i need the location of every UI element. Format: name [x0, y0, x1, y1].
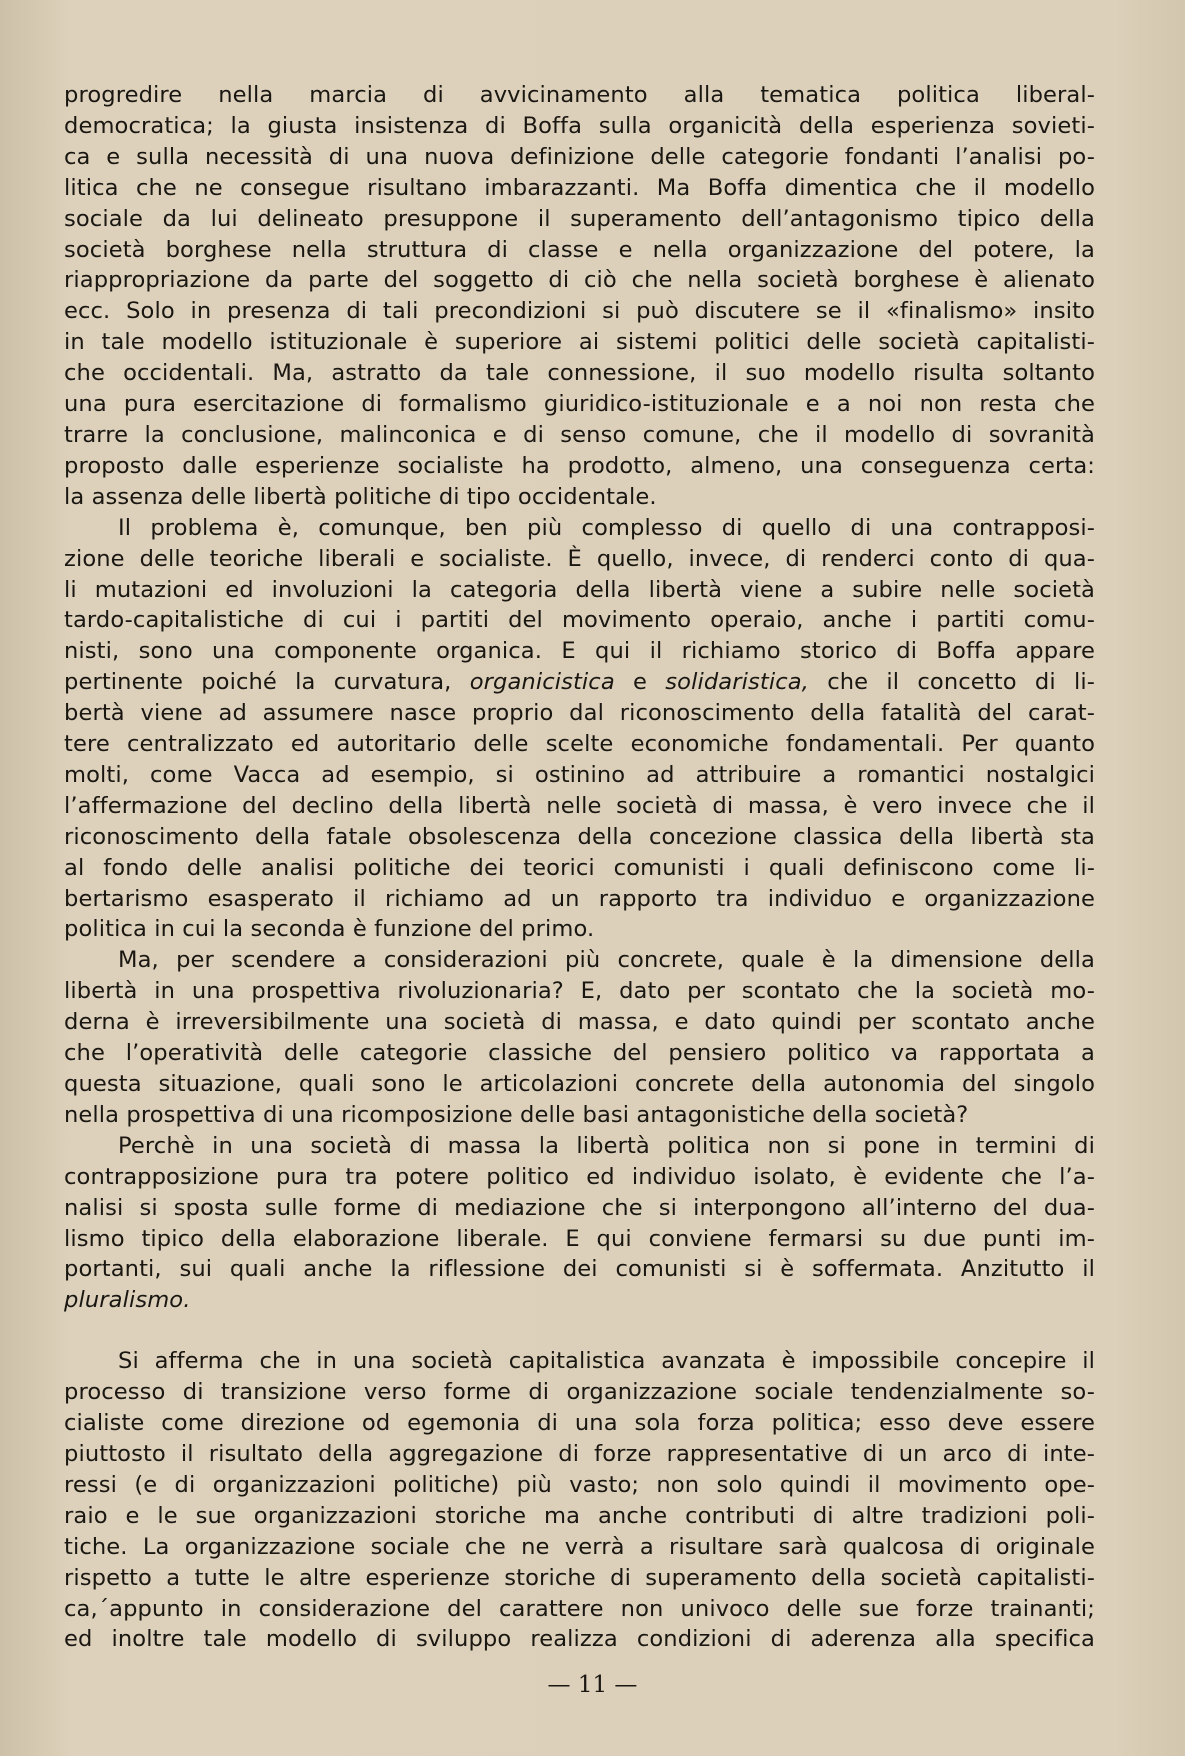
- text-line: progredire nella marcia di avvicinamento alla tematica politica liberal-: [64, 82, 1095, 108]
- text-line: bertarismo esasperato il richiamo ad un rapporto tra individuo e organizzazione: [64, 885, 1095, 912]
- text-line: ca e sulla necessità di una nuova definizione delle categorie fondanti l’analisi po-: [64, 143, 1095, 170]
- text-line: raio e le sue organizzazioni storiche ma anche contributi di altre tradizioni poli-: [64, 1502, 1095, 1529]
- text-line: cialiste come direzione od egemonia di una sola forza politica; esso deve essere: [64, 1410, 1095, 1437]
- text-line: che occidentali. Ma, astratto da tale connessione, il suo modello risulta soltanto: [64, 360, 1095, 387]
- italic-term: organicistica: [469, 669, 615, 696]
- text-line: ecc. Solo in presenza di tali precondizioni si può discutere se il «finalismo» insito: [64, 298, 1095, 325]
- text-line: una pura esercitazione di formalismo giuridico-istituzionale e a noi non resta che: [64, 391, 1095, 418]
- text-fragment: che il concetto di li-: [827, 669, 1095, 696]
- text-fragment: pertinente poiché la curvatura,: [64, 669, 452, 696]
- text-line: bertà viene ad assumere nasce proprio dal riconoscimento della fatalità del carat-: [64, 700, 1095, 727]
- text-line: in tale modello istituzionale è superiore ai sistemi politici delle società capitalisti-: [64, 329, 1095, 356]
- text-line: processo di transizione verso forme di organizzazione sociale tendenzialmente so-: [64, 1379, 1095, 1406]
- text-line: riconoscimento della fatale obsolescenza della concezione classica della libertà sta: [64, 823, 1095, 850]
- text-line: tardo-capitalistiche di cui i partiti del movimento operaio, anche i partiti comu-: [64, 607, 1095, 634]
- italic-term: pluralismo.: [64, 1287, 191, 1314]
- text-line: che l’operatività delle categorie classiche del pensiero politico va rapportata a: [64, 1040, 1095, 1067]
- text-line: contrapposizione pura tra potere politico ed individuo isolato, è evidente che l’a-: [64, 1163, 1095, 1190]
- text-line: nella prospettiva di una ricomposizione delle basi antagonistiche della società?: [64, 1101, 969, 1128]
- text-line: questa situazione, quali sono le articolazioni concrete della autonomia del singolo: [64, 1071, 1095, 1097]
- text-line: litica che ne consegue risultano imbarazzanti. Ma Boffa dimentica che il modello: [64, 174, 1095, 201]
- body-text: [64, 80, 1095, 1655]
- text-line: tiche. La organizzazione sociale che ne verrà a risultare sarà qualcosa di originale: [64, 1533, 1095, 1560]
- page-number: — 11 —: [547, 1672, 638, 1698]
- text-line: sociale da lui delineato presuppone il superamento dell’antagonismo tipico della: [64, 205, 1095, 232]
- text-line: la assenza delle libertà politiche di tipo occidentale.: [64, 483, 657, 510]
- paragraph-1: [64, 80, 1095, 513]
- text-line: portanti, sui quali anche la riflessione dei comunisti si è soffermata. Anzitutto il: [64, 1256, 1095, 1283]
- text-line: riappropriazione da parte del soggetto di ciò che nella società borghese è alienato: [64, 267, 1095, 294]
- text-line: Il problema è, comunque, ben più complesso di quello di una contrapposi-: [118, 514, 1095, 541]
- paragraph-5: [64, 1346, 1095, 1655]
- text-line: Ma, per scendere a considerazioni più concrete, quale è la dimensione della: [118, 947, 1095, 974]
- text-line: nalisi si sposta sulle forme di mediazione che si interpongono all’interno del dua-: [64, 1194, 1095, 1221]
- text-line: ca,´appunto in considerazione del carattere non univoco delle sue forze trainanti;: [64, 1595, 1095, 1622]
- text-line: società borghese nella struttura di classe e nella organizzazione del potere, la: [64, 236, 1095, 263]
- text-line: zione delle teoriche liberali e socialiste. È quello, invece, di renderci conto di qua-: [64, 545, 1095, 572]
- text-line: tere centralizzato ed autoritario delle scelte economiche fondamentali. Per quanto: [64, 731, 1095, 758]
- text-line-mixed: [64, 667, 1095, 698]
- text-line: Si afferma che in una società capitalistica avanzata è impossibile concepire il: [118, 1348, 1095, 1375]
- text-line: ed inoltre tale modello di sviluppo realizza condizioni di aderenza alla specifica: [64, 1626, 1095, 1653]
- text-line: democratica; la giusta insistenza di Boffa sulla organicità della esperienza sovieti-: [64, 112, 1095, 139]
- paragraph-4: [64, 1131, 1095, 1316]
- paragraph-2: [64, 513, 1095, 946]
- text-line: piuttosto il risultato della aggregazione di forze rappresentative di un arco di inte-: [64, 1440, 1095, 1467]
- text-line: trarre la conclusione, malinconica e di senso comune, che il modello di sovranità: [64, 421, 1095, 448]
- text-line: proposto dalle esperienze socialiste ha prodotto, almeno, una conseguenza certa:: [64, 452, 1095, 479]
- text-line: nisti, sono una componente organica. E qui il richiamo storico di Boffa appare: [64, 638, 1095, 665]
- text-line: rispetto a tutte le altre esperienze storiche di superamento della società capitalisti-: [64, 1564, 1095, 1591]
- text-fragment: e: [633, 669, 648, 696]
- text-line: politica in cui la seconda è funzione del primo.: [64, 916, 595, 943]
- text-line: ressi (e di organizzazioni politiche) più vasto; non solo quindi il movimento ope-: [64, 1471, 1095, 1498]
- text-line: al fondo delle analisi politiche dei teorici comunisti i quali definiscono come li-: [64, 854, 1095, 881]
- text-line: lismo tipico della elaborazione liberale. E qui conviene fermarsi su due punti im-: [64, 1225, 1095, 1252]
- text-line: li mutazioni ed involuzioni la categoria della libertà viene a subire nelle società: [64, 576, 1095, 603]
- text-line: molti, come Vacca ad esempio, si ostinino ad attribuire a romantici nostalgici: [64, 761, 1095, 788]
- paragraph-3: [64, 945, 1095, 1130]
- text-line: libertà in una prospettiva rivoluzionaria? E, dato per scontato che la società mo-: [64, 978, 1095, 1005]
- italic-term: solidaristica,: [665, 669, 809, 696]
- text-line: derna è irreversibilmente una società di massa, e dato quindi per scontato anche: [64, 1009, 1095, 1036]
- text-line: l’affermazione del declino della libertà nelle società di massa, è vero invece che il: [64, 792, 1095, 819]
- text-line: Perchè in una società di massa la libertà politica non si pone in termini di: [118, 1132, 1095, 1159]
- text-line: [64, 1285, 1095, 1316]
